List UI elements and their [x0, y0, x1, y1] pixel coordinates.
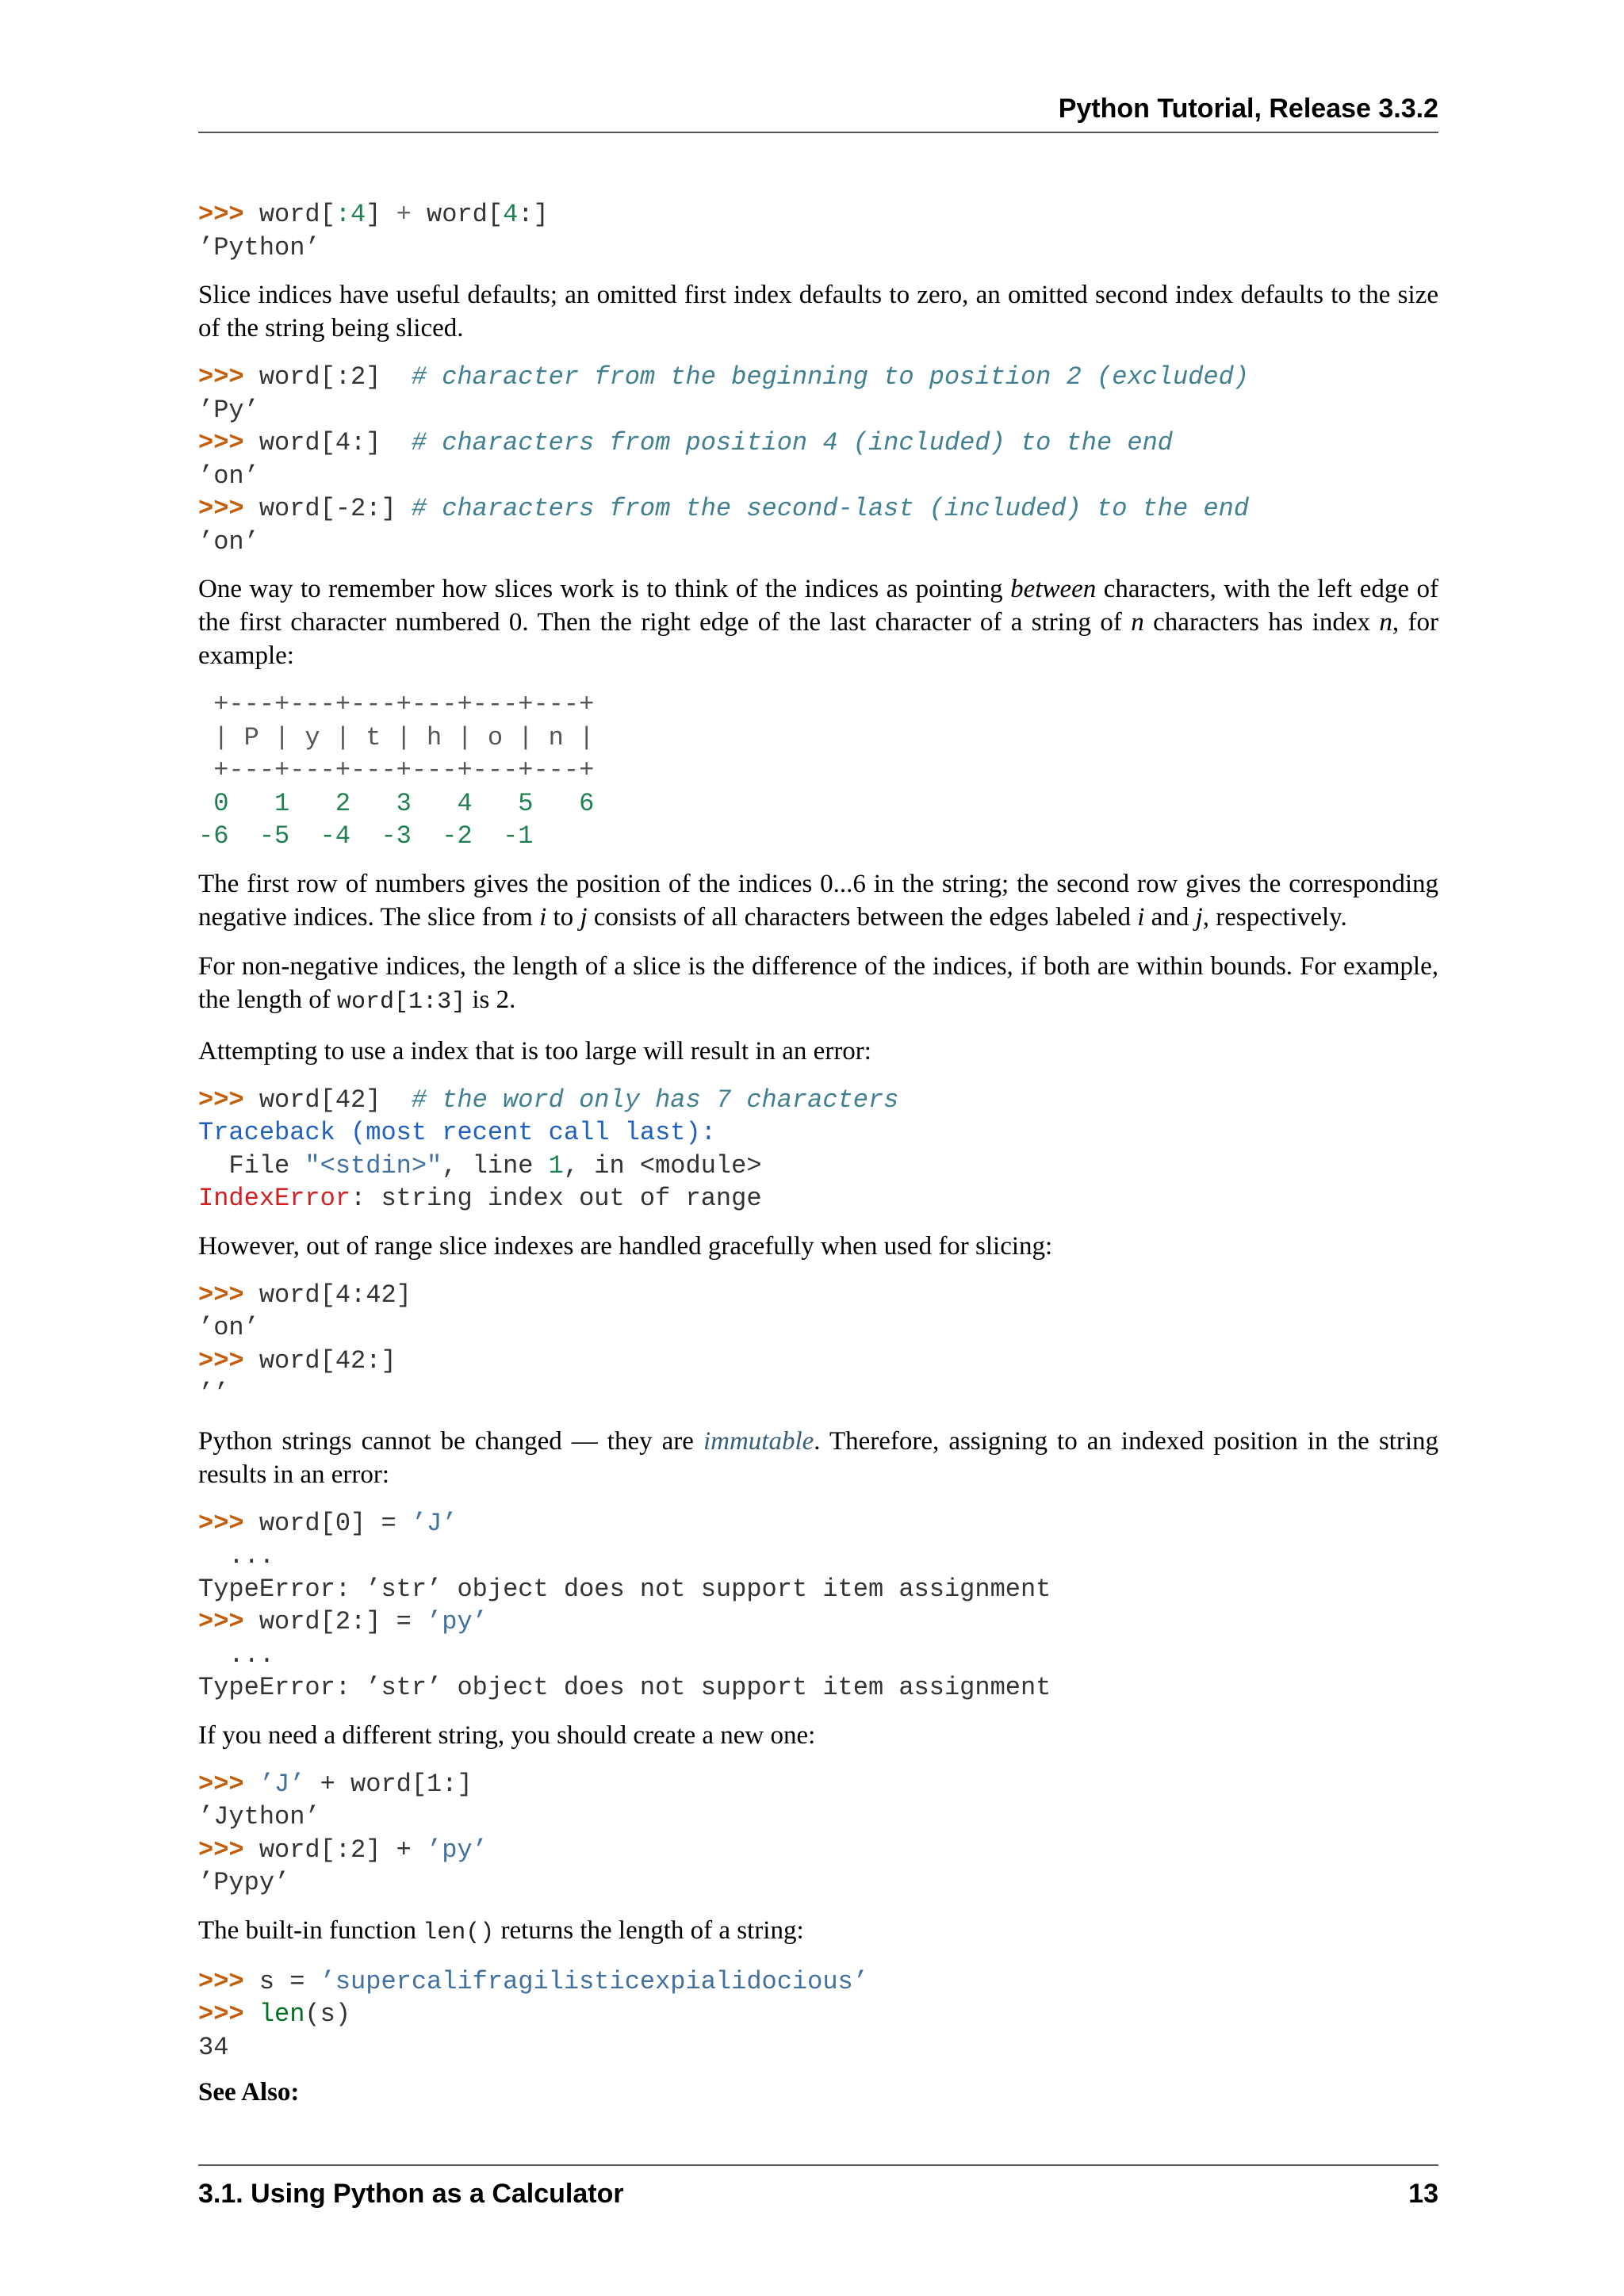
- diagram-border-top: +---+---+---+---+---+---+: [198, 690, 595, 719]
- code-block-index-error: >>> word[42] # the word only has 7 characters Traceback (most recent call last): File "<stdin>", line 1, in <module> IndexError: string index out of range: [198, 1085, 899, 1213]
- diagram-letters: | P | y | t | h | o | n |: [198, 722, 595, 752]
- page-number: 13: [1408, 2179, 1438, 2209]
- header-title: Python Tutorial, Release 3.3.2: [1058, 94, 1438, 124]
- footer-section-title: 3.1. Using Python as a Calculator: [198, 2179, 624, 2209]
- paragraph-new-string: If you need a different string, you should create a new one:: [198, 1720, 816, 1750]
- code-block-immutable: >>> word[0] = ’J’ ... TypeError: ’str’ object does not support item assignment >>> word[2:] = ’py’ ... TypeError: ’str’ object does not support item assignment: [198, 1508, 1051, 1702]
- page-header: [198, 94, 1438, 133]
- paragraph-len: The built-in function len() returns the length of a string:: [198, 1915, 804, 1946]
- paragraph-slice-length: For non-negative indices, the length of a slice is the difference of the indices, if both are within bounds. For example, the length of word[1:3] is 2.: [198, 951, 1438, 1016]
- paragraph-index-error: Attempting to use a index that is too large will result in an error:: [198, 1036, 871, 1066]
- paragraph-out-of-range: However, out of range slice indexes are handled gracefully when used for slicing:: [198, 1231, 1053, 1261]
- code-block-slices: >>> word[:2] # character from the beginning to position 2 (excluded) ’Py’ >>> word[4:] # characters from position 4 (included) to the end ’on’ >>> word[-2:] # characters from the second-last (included) to the end ’on’: [198, 362, 1250, 557]
- paragraph-slice-defaults: Slice indices have useful defaults; an omitted first index defaults to zero, an omitted second index defaults to the size of the string being sliced.: [198, 281, 1438, 342]
- diagram-positive-indices: 0 1 2 3 4 5 6: [198, 788, 595, 818]
- code-block-concat: >>> word[:4] + word[4:] ’Python’: [198, 200, 549, 262]
- code-block-len: >>> s = ’supercalifragilisticexpialidocious’ >>> len(s) 34: [198, 1966, 868, 2062]
- see-also-heading: See Also:: [198, 2078, 300, 2107]
- code-block-out-of-range: >>> word[4:42] ’on’ >>> word[42:] ’’: [198, 1280, 412, 1408]
- page-content: [198, 198, 1438, 2107]
- code-block-new-string: >>> ’J’ + word[1:] ’Jython’ >>> word[:2] + ’py’ ’Pypy’: [198, 1769, 488, 1897]
- immutable-link[interactable]: immutable: [703, 1426, 814, 1456]
- paragraph-index-rows: The first row of numbers gives the position of the indices 0...6 in the string; the second row gives the corresponding negative indices. The slice from i to j consists of all characters between the edges labeled i and j, respectively.: [198, 869, 1438, 932]
- diagram-negative-indices: -6 -5 -4 -3 -2 -1: [198, 821, 534, 851]
- paragraph-slice-explanation: One way to remember how slices work is to think of the indices as pointing between characters, with the left edge of the first character numbered 0. Then the right edge of the last character of a string of n characters has index n, for example:: [198, 575, 1439, 670]
- page-footer: [198, 2164, 1438, 2221]
- paragraph-immutable: Python strings cannot be changed — they are immutable. Therefore, assigning to an indexed position in the string results in an error:: [198, 1426, 1438, 1489]
- diagram-border-bottom: +---+---+---+---+---+---+: [198, 756, 595, 785]
- index-diagram: [198, 688, 1438, 853]
